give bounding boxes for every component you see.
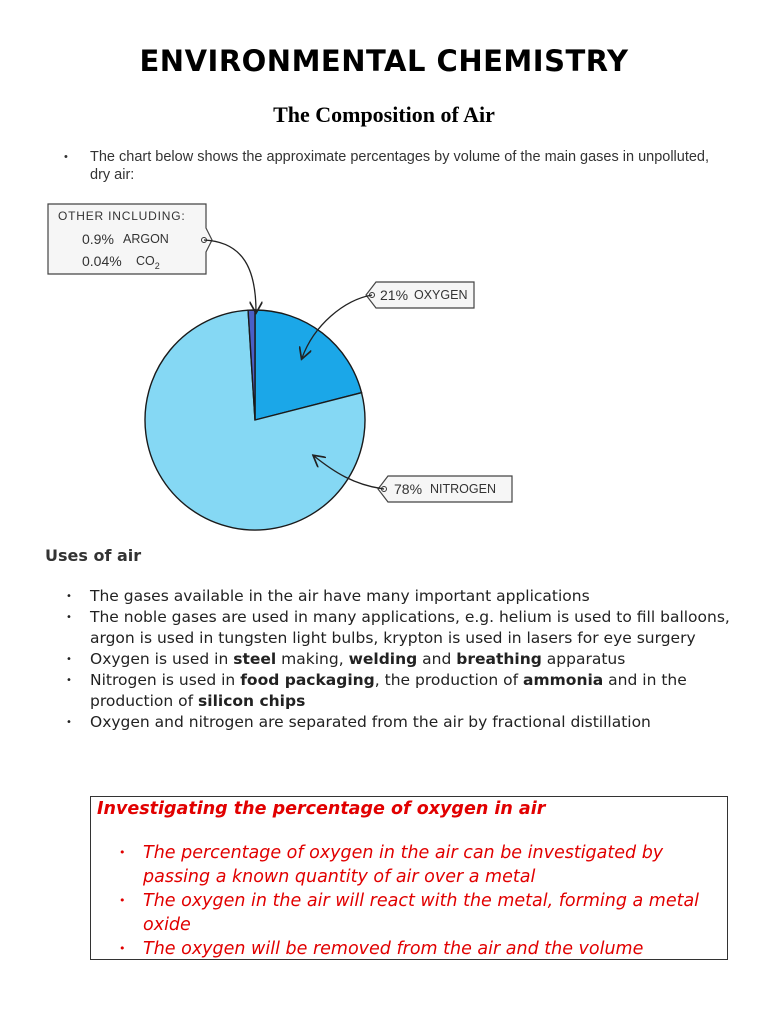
uses-text: The gases available in the air have many important applications <box>90 587 590 605</box>
other-arrow <box>204 240 256 312</box>
uses-item <box>90 670 730 712</box>
uses-text: making, <box>276 650 349 668</box>
uses-heading: Uses of air <box>45 546 142 565</box>
investigation-item: • The oxygen will be removed from the air and the volume <box>143 937 723 960</box>
co2-value: 0.04% <box>82 253 122 269</box>
uses-keyword: ammonia <box>523 671 604 689</box>
investigation-item: • The percentage of oxygen in the air can be investigated by passing a known quantity of air over a metal <box>143 841 723 889</box>
uses-text: and in the production of <box>90 671 687 710</box>
oxygen-value: 21% <box>380 287 409 303</box>
uses-keyword: breathing <box>456 650 542 668</box>
uses-item <box>90 586 730 607</box>
uses-text: , the production of <box>374 671 524 689</box>
uses-item <box>90 649 730 670</box>
intro-list <box>62 148 730 184</box>
oxygen-label: OXYGEN <box>414 288 468 302</box>
intro-text: • The chart below shows the approximate percentages by volume of the main gases in unpolluted, dry air: <box>90 148 730 184</box>
uses-text: The noble gases are used in many applications, e.g. helium is used to fill balloons, argon is used in tungsten light bulbs, krypton is used in lasers for eye surgery <box>90 608 730 647</box>
other-header: OTHER INCLUDING: <box>58 209 186 223</box>
uses-text: Oxygen is used in <box>90 650 234 668</box>
uses-text: apparatus <box>541 650 626 668</box>
page-title: ENVIRONMENTAL CHEMISTRY <box>139 44 629 78</box>
uses-keyword: steel <box>233 650 277 668</box>
uses-keyword: silicon chips <box>198 692 306 710</box>
argon-value: 0.9% <box>82 231 114 247</box>
argon-label: ARGON <box>123 232 169 246</box>
uses-text: Nitrogen is used in <box>90 671 241 689</box>
uses-text: Oxygen and nitrogen are separated from the air by fractional distillation <box>90 713 651 731</box>
pie-slices <box>145 310 365 530</box>
uses-text: and <box>417 650 457 668</box>
co2-label: $CO_2$ <box>136 254 160 271</box>
investigation-heading: Investigating the percentage of oxygen in air <box>97 799 546 819</box>
uses-keyword: welding <box>348 650 418 668</box>
pie-chart <box>44 200 516 536</box>
uses-keyword: food packaging <box>240 671 375 689</box>
nitrogen-label: NITROGEN <box>430 482 496 496</box>
uses-item <box>90 607 730 649</box>
uses-item <box>90 712 730 733</box>
uses-list <box>90 586 730 733</box>
other-annotation <box>48 204 256 312</box>
air-composition-figure <box>44 200 516 536</box>
investigation-box <box>90 796 728 960</box>
page-subtitle: The Composition of Air <box>273 102 495 127</box>
investigation-item: • The oxygen in the air will react with the metal, forming a metal oxide <box>143 889 723 937</box>
nitrogen-value: 78% <box>394 481 423 497</box>
investigation-list <box>143 841 723 960</box>
